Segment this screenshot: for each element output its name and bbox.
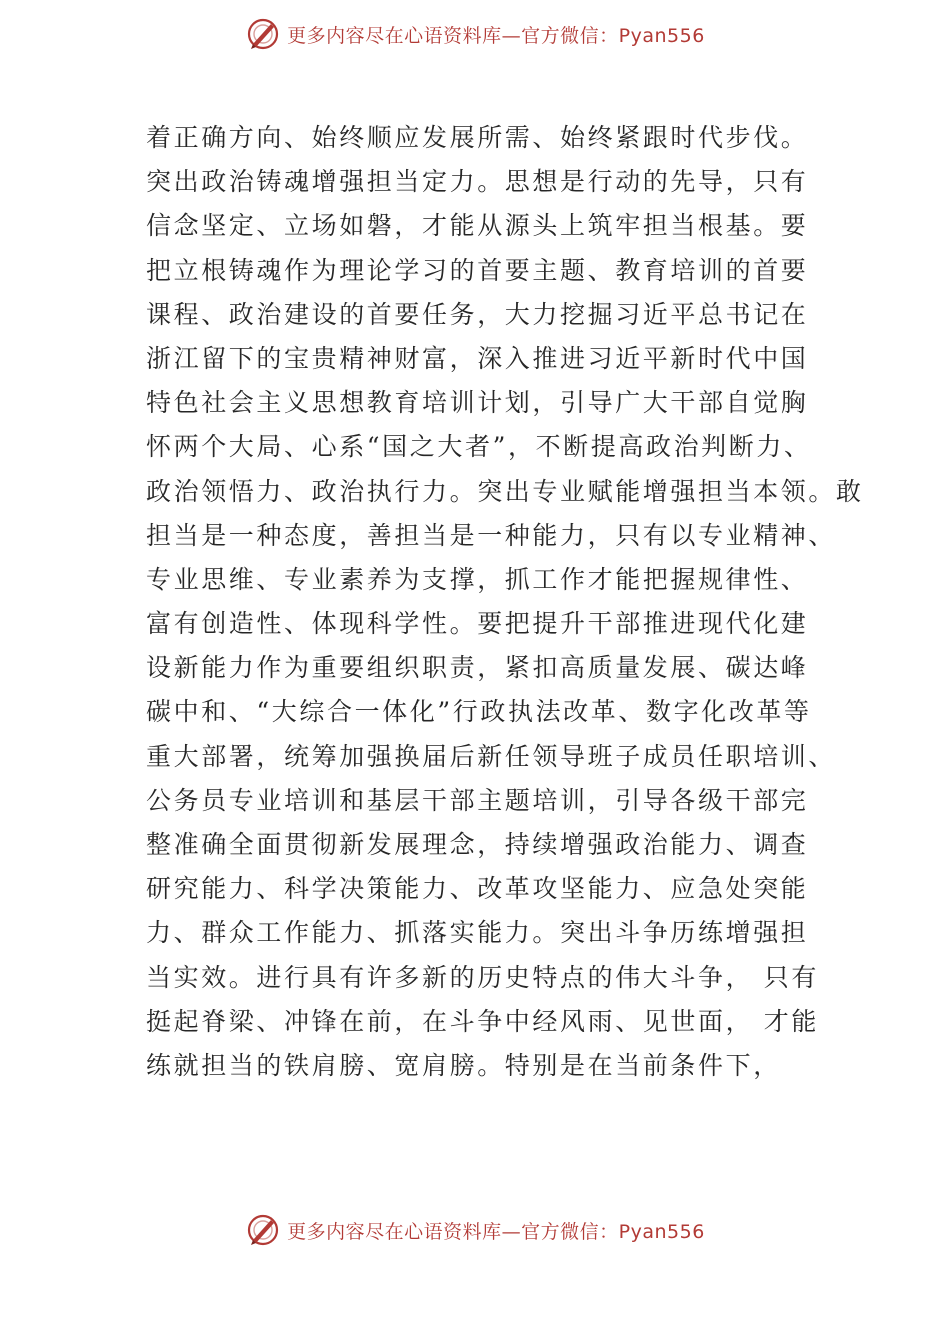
text-line: 公务员专业培训和基层干部主题培训，引导各级干部完 xyxy=(146,785,809,815)
footer-banner-sep: — xyxy=(501,1220,522,1243)
text-line: 富有创造性、体现科学性。要把提升干部推进现代化建 xyxy=(146,609,809,639)
text-line: 研究能力、科学决策能力、改革攻坚能力、应急处突能 xyxy=(146,874,809,904)
text-line: 着正确方向、始终顺应发展所需、始终紧跟时代步伐。 xyxy=(146,123,809,152)
header-banner xyxy=(0,14,950,54)
footer-banner xyxy=(0,1210,950,1250)
pen-circle-logo-icon xyxy=(245,1212,281,1248)
footer-banner-wechat: 官方微信：Pyan556 xyxy=(521,1220,705,1243)
text-line: 整准确全面贯彻新发展理念，持续增强政治能力、调查 xyxy=(146,830,809,859)
pen-circle-logo-icon xyxy=(245,16,281,52)
text-line: 练就担当的铁肩膀、宽肩膀。特别是在当前条件下， xyxy=(146,1050,781,1080)
header-banner-wechat: 官方微信：Pyan556 xyxy=(521,24,705,47)
text-line: 怀两个大局、心系“国之大者”，不断提高政治判断力、 xyxy=(146,432,812,462)
header-banner-text xyxy=(287,21,705,48)
text-line: 政治领悟力、政治执行力。突出专业赋能增强担当本领。敢 xyxy=(146,476,864,506)
document-body xyxy=(146,116,864,1088)
text-line: 挺起脊梁、冲锋在前，在斗争中经风雨、见世面， 才能 xyxy=(146,1006,819,1036)
footer-banner-main: 更多内容尽在心语资料库 xyxy=(287,1220,502,1243)
header-banner-sep: — xyxy=(501,24,522,47)
text-line: 力、群众工作能力、抓落实能力。突出斗争历练增强担 xyxy=(146,918,809,948)
footer-banner-text xyxy=(287,1217,705,1244)
text-line: 把立根铸魂作为理论学习的首要主题、教育培训的首要 xyxy=(146,255,809,285)
text-line: 专业思维、专业素养为支撑，抓工作才能把握规律性、 xyxy=(146,564,809,594)
text-line: 浙江留下的宝贵精神财富，深入推进习近平新时代中国 xyxy=(146,343,809,373)
text-line: 碳中和、“大综合一体化”行政执法改革、数字化改革等 xyxy=(146,697,812,727)
text-line: 突出政治铸魂增强担当定力。思想是行动的先导，只有 xyxy=(146,167,809,197)
text-line: 信念坚定、立场如磐，才能从源头上筑牢担当根基。要 xyxy=(146,211,809,241)
text-line: 设新能力作为重要组织职责，紧扣高质量发展、碳达峰 xyxy=(146,653,809,683)
header-banner-main: 更多内容尽在心语资料库 xyxy=(287,24,502,47)
text-line: 担当是一种态度，善担当是一种能力，只有以专业精神、 xyxy=(146,520,837,550)
text-line: 特色社会主义思想教育培训计划，引导广大干部自觉胸 xyxy=(146,388,809,418)
text-line: 课程、政治建设的首要任务，大力挖掘习近平总书记在 xyxy=(146,299,809,329)
text-line: 当实效。进行具有许多新的历史特点的伟大斗争， 只有 xyxy=(146,962,819,992)
text-line: 重大部署，统筹加强换届后新任领导班子成员任职培训、 xyxy=(146,741,837,771)
